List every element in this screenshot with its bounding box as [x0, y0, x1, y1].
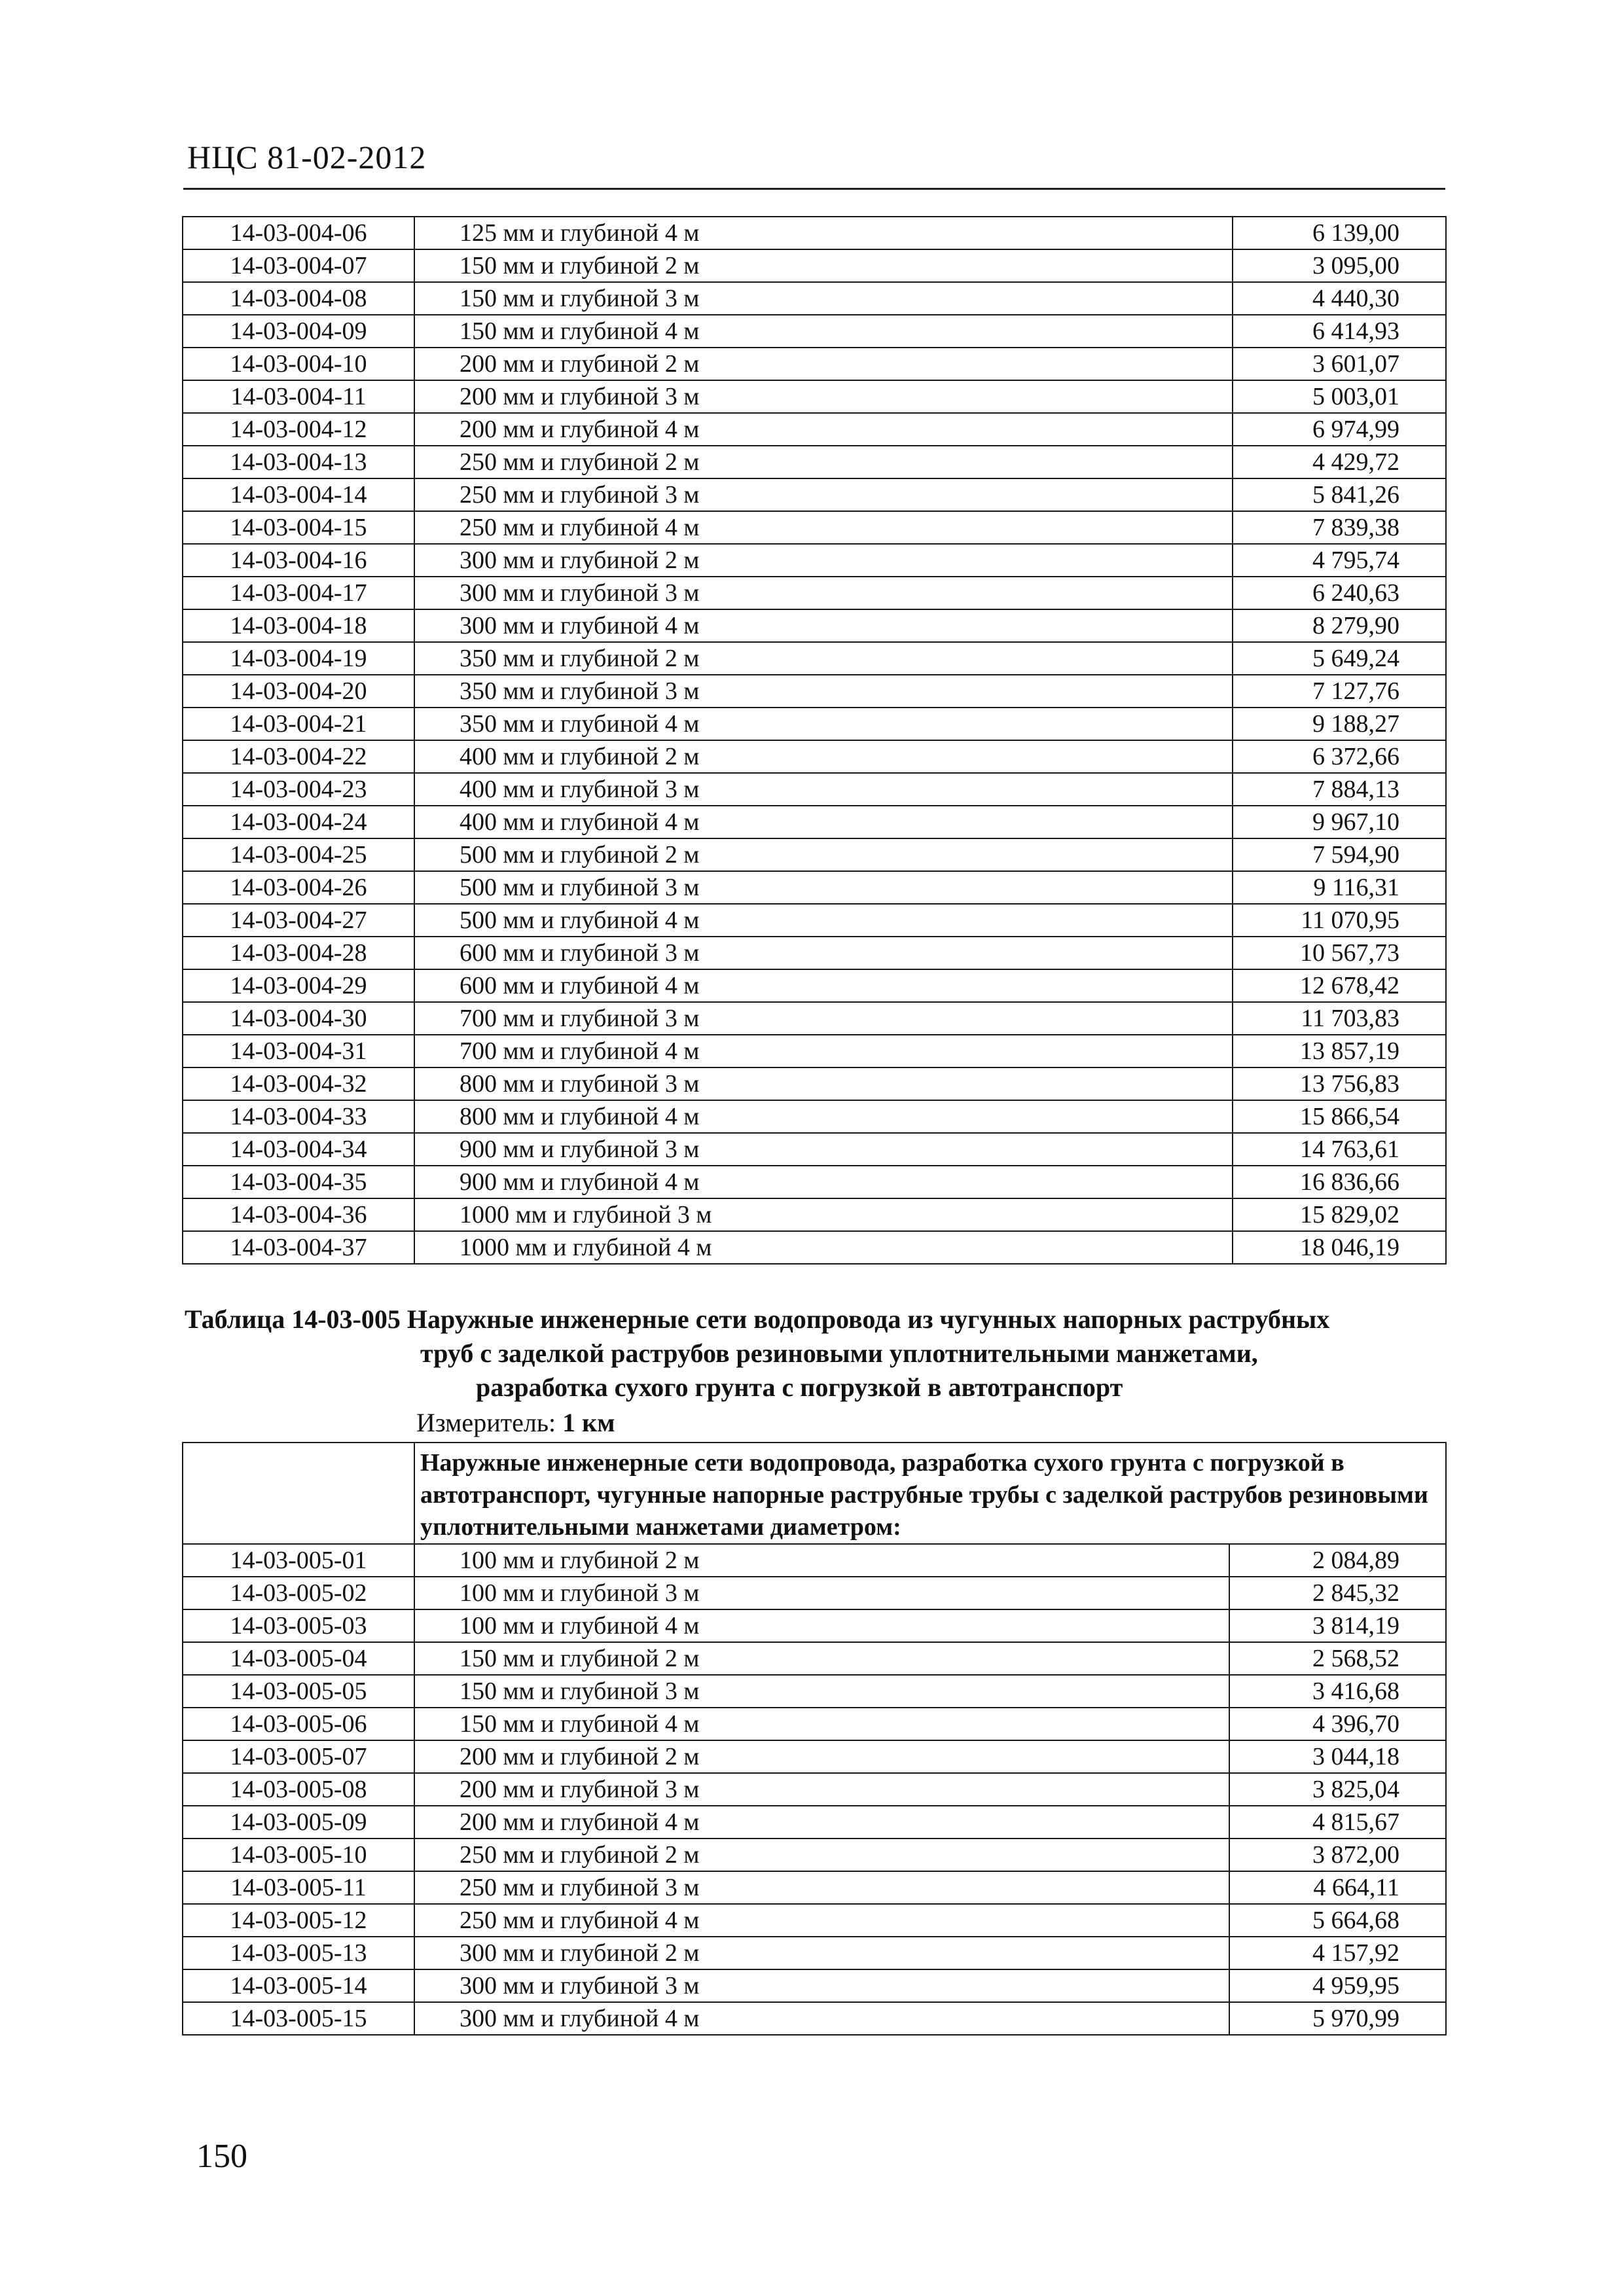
code-cell: 14-03-005-14	[183, 1969, 414, 2002]
code-cell: 14-03-005-10	[183, 1839, 414, 1871]
price-cell: 3 416,68	[1229, 1675, 1446, 1708]
measure-value: 1 км	[562, 1408, 615, 1437]
code-cell: 14-03-005-03	[183, 1609, 414, 1642]
description-cell: 300 мм и глубиной 4 м	[414, 609, 1233, 642]
description-cell: 500 мм и глубиной 4 м	[414, 904, 1233, 937]
description-cell: 250 мм и глубиной 2 м	[414, 1839, 1229, 1871]
description-cell: 500 мм и глубиной 3 м	[414, 871, 1233, 904]
table-row	[183, 1642, 1446, 1675]
price-cell: 6 139,00	[1233, 217, 1446, 249]
table-row	[183, 740, 1446, 773]
table-row	[183, 1166, 1446, 1198]
table-row	[183, 1133, 1446, 1166]
table-row	[183, 642, 1446, 675]
description-cell: 350 мм и глубиной 3 м	[414, 675, 1233, 708]
code-cell: 14-03-004-07	[183, 249, 414, 282]
table-row	[183, 1937, 1446, 1969]
table-row	[183, 1100, 1446, 1133]
code-cell: 14-03-004-13	[183, 446, 414, 478]
table-row	[183, 1035, 1446, 1067]
price-cell: 16 836,66	[1233, 1166, 1446, 1198]
price-cell: 2 084,89	[1229, 1544, 1446, 1577]
price-cell: 7 594,90	[1233, 838, 1446, 871]
description-cell: 350 мм и глубиной 4 м	[414, 708, 1233, 740]
code-cell: 14-03-004-08	[183, 282, 414, 315]
code-cell: 14-03-004-24	[183, 806, 414, 838]
code-cell: 14-03-004-11	[183, 380, 414, 413]
price-cell: 2 568,52	[1229, 1642, 1446, 1675]
table-row	[183, 348, 1446, 380]
description-cell: 200 мм и глубиной 4 м	[414, 1806, 1229, 1839]
caption-line-3: разработка сухого грунта с погрузкой в автотранспорт	[476, 1372, 1123, 1402]
code-cell: 14-03-004-36	[183, 1198, 414, 1231]
table-body	[183, 217, 1446, 1264]
description-cell: 150 мм и глубиной 2 м	[414, 249, 1233, 282]
table-row	[183, 478, 1446, 511]
price-cell: 4 440,30	[1233, 282, 1446, 315]
caption-line-2: труб с заделкой раструбов резиновыми уплотнительными манжетами,	[420, 1338, 1258, 1368]
code-cell: 14-03-005-01	[183, 1544, 414, 1577]
group-header-text: Наружные инженерные сети водопровода, разработка сухого грунта с погрузкой в автотранспорт, чугунные напорные раструбные трубы с заделкой раструбов резиновыми уплотнительными манжетами диаметром:	[414, 1443, 1446, 1544]
table-row	[183, 1067, 1446, 1100]
price-cell: 13 756,83	[1233, 1067, 1446, 1100]
description-cell: 200 мм и глубиной 4 м	[414, 413, 1233, 446]
description-cell: 600 мм и глубиной 3 м	[414, 937, 1233, 969]
description-cell: 400 мм и глубиной 4 м	[414, 806, 1233, 838]
code-cell: 14-03-005-02	[183, 1577, 414, 1609]
description-cell: 600 мм и глубиной 4 м	[414, 969, 1233, 1002]
description-cell: 200 мм и глубиной 2 м	[414, 348, 1233, 380]
price-cell: 6 414,93	[1233, 315, 1446, 348]
price-cell: 5 970,99	[1229, 2002, 1446, 2035]
description-cell: 400 мм и глубиной 2 м	[414, 740, 1233, 773]
price-cell: 11 070,95	[1233, 904, 1446, 937]
price-cell: 5 003,01	[1233, 380, 1446, 413]
description-cell: 300 мм и глубиной 2 м	[414, 544, 1233, 577]
price-cell: 3 044,18	[1229, 1740, 1446, 1773]
description-cell: 400 мм и глубиной 3 м	[414, 773, 1233, 806]
code-cell: 14-03-005-09	[183, 1806, 414, 1839]
description-cell: 800 мм и глубиной 3 м	[414, 1067, 1233, 1100]
price-cell: 3 601,07	[1233, 348, 1446, 380]
price-cell: 18 046,19	[1233, 1231, 1446, 1264]
table-row	[183, 1198, 1446, 1231]
table-row	[183, 1002, 1446, 1035]
code-cell: 14-03-004-17	[183, 577, 414, 609]
table-body	[183, 1443, 1446, 2035]
description-cell: 250 мм и глубиной 3 м	[414, 1871, 1229, 1904]
description-cell: 1000 мм и глубиной 4 м	[414, 1231, 1233, 1264]
description-cell: 200 мм и глубиной 3 м	[414, 380, 1233, 413]
price-cell: 15 866,54	[1233, 1100, 1446, 1133]
table-row	[183, 838, 1446, 871]
price-cell: 4 959,95	[1229, 1969, 1446, 2002]
price-cell: 8 279,90	[1233, 609, 1446, 642]
code-cell: 14-03-004-14	[183, 478, 414, 511]
price-cell: 5 664,68	[1229, 1904, 1446, 1937]
table-row	[183, 1904, 1446, 1937]
table-row	[183, 511, 1446, 544]
code-cell: 14-03-004-23	[183, 773, 414, 806]
table-row	[183, 806, 1446, 838]
table-row	[183, 249, 1446, 282]
price-cell: 9 116,31	[1233, 871, 1446, 904]
description-cell: 900 мм и глубиной 4 м	[414, 1166, 1233, 1198]
code-cell: 14-03-004-20	[183, 675, 414, 708]
code-cell: 14-03-004-35	[183, 1166, 414, 1198]
price-cell: 7 884,13	[1233, 773, 1446, 806]
code-cell: 14-03-004-22	[183, 740, 414, 773]
description-cell: 250 мм и глубиной 3 м	[414, 478, 1233, 511]
code-cell: 14-03-005-15	[183, 2002, 414, 2035]
price-cell: 14 763,61	[1233, 1133, 1446, 1166]
description-cell: 200 мм и глубиной 3 м	[414, 1773, 1229, 1806]
code-cell: 14-03-004-32	[183, 1067, 414, 1100]
price-cell: 11 703,83	[1233, 1002, 1446, 1035]
code-cell: 14-03-004-19	[183, 642, 414, 675]
code-cell: 14-03-005-08	[183, 1773, 414, 1806]
measure-label: Измеритель:	[416, 1408, 556, 1437]
table-row	[183, 1577, 1446, 1609]
price-cell: 12 678,42	[1233, 969, 1446, 1002]
table-row	[183, 315, 1446, 348]
caption-line-1: Таблица 14-03-005 Наружные инженерные сети водопровода из чугунных напорных раструбных	[185, 1304, 1330, 1334]
description-cell: 200 мм и глубиной 2 м	[414, 1740, 1229, 1773]
description-cell: 250 мм и глубиной 4 м	[414, 511, 1233, 544]
price-cell: 3 872,00	[1229, 1839, 1446, 1871]
code-cell: 14-03-004-37	[183, 1231, 414, 1264]
description-cell: 800 мм и глубиной 4 м	[414, 1100, 1233, 1133]
code-cell: 14-03-005-04	[183, 1642, 414, 1675]
description-cell: 100 мм и глубиной 3 м	[414, 1577, 1229, 1609]
table-row	[183, 1675, 1446, 1708]
table-caption	[185, 1302, 1461, 1405]
code-cell: 14-03-004-25	[183, 838, 414, 871]
group-header-code-cell	[183, 1443, 414, 1544]
code-cell: 14-03-004-10	[183, 348, 414, 380]
header-divider	[183, 188, 1445, 190]
description-cell: 300 мм и глубиной 3 м	[414, 577, 1233, 609]
price-cell: 5 841,26	[1233, 478, 1446, 511]
code-cell: 14-03-004-09	[183, 315, 414, 348]
table-row	[183, 380, 1446, 413]
description-cell: 150 мм и глубиной 2 м	[414, 1642, 1229, 1675]
table-row	[183, 1773, 1446, 1806]
description-cell: 1000 мм и глубиной 3 м	[414, 1198, 1233, 1231]
table-row	[183, 413, 1446, 446]
table-row	[183, 1231, 1446, 1264]
table-row	[183, 937, 1446, 969]
description-cell: 150 мм и глубиной 3 м	[414, 1675, 1229, 1708]
table-row	[183, 1740, 1446, 1773]
code-cell: 14-03-004-33	[183, 1100, 414, 1133]
code-cell: 14-03-005-05	[183, 1675, 414, 1708]
description-cell: 700 мм и глубиной 3 м	[414, 1002, 1233, 1035]
description-cell: 150 мм и глубиной 4 м	[414, 1708, 1229, 1740]
table-row	[183, 1708, 1446, 1740]
code-cell: 14-03-004-30	[183, 1002, 414, 1035]
page-number: 150	[196, 2138, 247, 2175]
price-cell: 9 967,10	[1233, 806, 1446, 838]
table-row	[183, 1544, 1446, 1577]
table-row	[183, 1609, 1446, 1642]
code-cell: 14-03-004-31	[183, 1035, 414, 1067]
table-row	[183, 1871, 1446, 1904]
measure-unit	[416, 1406, 615, 1440]
description-cell: 250 мм и глубиной 4 м	[414, 1904, 1229, 1937]
code-cell: 14-03-004-16	[183, 544, 414, 577]
description-cell: 900 мм и глубиной 3 м	[414, 1133, 1233, 1166]
price-table-14-03-005	[182, 1442, 1447, 2036]
price-cell: 3 095,00	[1233, 249, 1446, 282]
description-cell: 150 мм и глубиной 4 м	[414, 315, 1233, 348]
code-cell: 14-03-004-28	[183, 937, 414, 969]
price-cell: 4 795,74	[1233, 544, 1446, 577]
table-row	[183, 773, 1446, 806]
price-cell: 6 974,99	[1233, 413, 1446, 446]
group-header-row	[183, 1443, 1446, 1544]
table-row	[183, 675, 1446, 708]
price-cell: 15 829,02	[1233, 1198, 1446, 1231]
description-cell: 300 мм и глубиной 2 м	[414, 1937, 1229, 1969]
price-cell: 3 814,19	[1229, 1609, 1446, 1642]
table-row	[183, 1806, 1446, 1839]
description-cell: 500 мм и глубиной 2 м	[414, 838, 1233, 871]
table-row	[183, 708, 1446, 740]
table-row	[183, 577, 1446, 609]
code-cell: 14-03-004-26	[183, 871, 414, 904]
description-cell: 150 мм и глубиной 3 м	[414, 282, 1233, 315]
code-cell: 14-03-004-06	[183, 217, 414, 249]
code-cell: 14-03-005-11	[183, 1871, 414, 1904]
code-cell: 14-03-004-21	[183, 708, 414, 740]
table-row	[183, 609, 1446, 642]
price-cell: 6 372,66	[1233, 740, 1446, 773]
description-cell: 100 мм и глубиной 4 м	[414, 1609, 1229, 1642]
price-cell: 9 188,27	[1233, 708, 1446, 740]
code-cell: 14-03-004-29	[183, 969, 414, 1002]
price-cell: 7 127,76	[1233, 675, 1446, 708]
price-cell: 5 649,24	[1233, 642, 1446, 675]
description-cell: 300 мм и глубиной 3 м	[414, 1969, 1229, 2002]
price-cell: 3 825,04	[1229, 1773, 1446, 1806]
price-cell: 10 567,73	[1233, 937, 1446, 969]
code-cell: 14-03-004-34	[183, 1133, 414, 1166]
price-cell: 13 857,19	[1233, 1035, 1446, 1067]
price-cell: 7 839,38	[1233, 511, 1446, 544]
code-cell: 14-03-004-15	[183, 511, 414, 544]
table-row	[183, 871, 1446, 904]
price-cell: 4 429,72	[1233, 446, 1446, 478]
price-cell: 4 664,11	[1229, 1871, 1446, 1904]
code-cell: 14-03-004-27	[183, 904, 414, 937]
table-row	[183, 217, 1446, 249]
code-cell: 14-03-005-13	[183, 1937, 414, 1969]
description-cell: 100 мм и глубиной 2 м	[414, 1544, 1229, 1577]
price-cell: 4 396,70	[1229, 1708, 1446, 1740]
description-cell: 125 мм и глубиной 4 м	[414, 217, 1233, 249]
code-cell: 14-03-005-06	[183, 1708, 414, 1740]
table-row	[183, 1839, 1446, 1871]
price-cell: 6 240,63	[1233, 577, 1446, 609]
table-row	[183, 446, 1446, 478]
table-row	[183, 544, 1446, 577]
code-cell: 14-03-005-07	[183, 1740, 414, 1773]
code-cell: 14-03-004-12	[183, 413, 414, 446]
table-row	[183, 1969, 1446, 2002]
price-cell: 2 845,32	[1229, 1577, 1446, 1609]
table-row	[183, 969, 1446, 1002]
document-title: НЦС 81-02-2012	[187, 139, 427, 175]
table-row	[183, 282, 1446, 315]
code-cell: 14-03-005-12	[183, 1904, 414, 1937]
code-cell: 14-03-004-18	[183, 609, 414, 642]
description-cell: 250 мм и глубиной 2 м	[414, 446, 1233, 478]
table-row	[183, 2002, 1446, 2035]
price-cell: 4 815,67	[1229, 1806, 1446, 1839]
description-cell: 350 мм и глубиной 2 м	[414, 642, 1233, 675]
price-cell: 4 157,92	[1229, 1937, 1446, 1969]
description-cell: 300 мм и глубиной 4 м	[414, 2002, 1229, 2035]
table-row	[183, 904, 1446, 937]
price-table-14-03-004	[182, 216, 1447, 1265]
description-cell: 700 мм и глубиной 4 м	[414, 1035, 1233, 1067]
